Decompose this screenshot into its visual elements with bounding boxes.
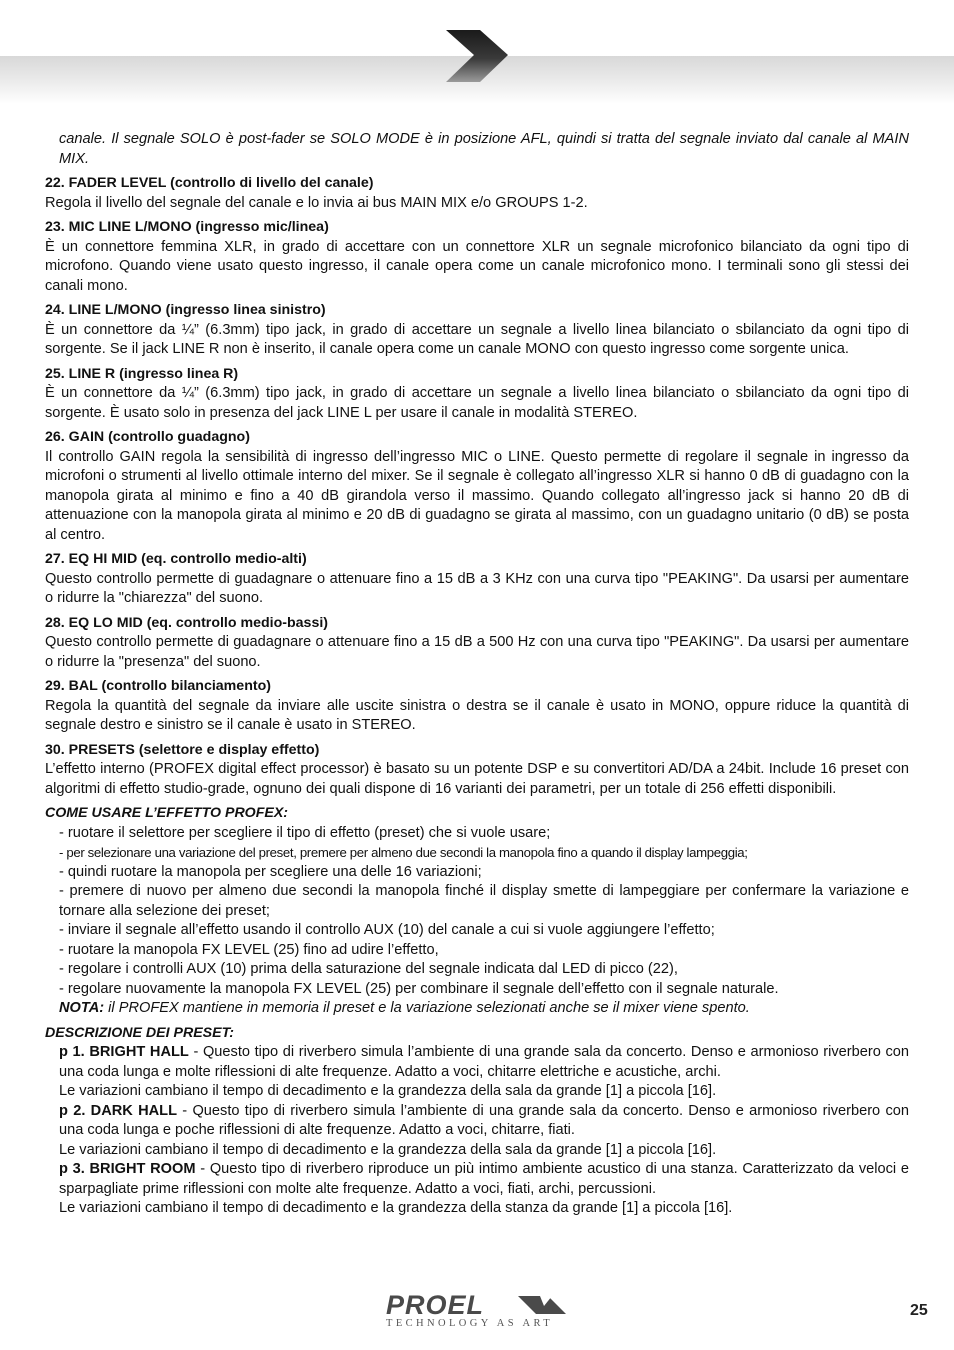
preset-name: p 2. DARK HALL [59, 1102, 178, 1119]
section-title: 29. BAL (controllo bilanciamento) [45, 678, 271, 694]
section-text: Questo controllo permette di guadagnare o attenuare fino a 15 dB a 3 KHz con una curva tipo "PEAKING". Da usarsi per aumentare o ridurre la "chiarezza" del suono. [45, 570, 909, 606]
section-text: È un connettore femmina XLR, in grado di accettare con un connettore XLR un segnale microfonico bilanciato da ogni tipo di microfono. Quando viene usato questo ingresso, il canale opera come un canale microfonico mono. I terminali sono gli stessi dei canali mono. [45, 238, 909, 294]
presets-title: DESCRIZIONE DEI PRESET: [45, 1024, 234, 1041]
note-text: il PROFEX mantiene in memoria il preset e la variazione selezionati anche se il mixer viene spento. [104, 1000, 750, 1016]
chevron-arrow-icon [442, 28, 512, 84]
section-title: 27. EQ HI MID (eq. controllo medio-alti) [45, 551, 307, 567]
howto-step: - regolare i controlli AUX (10) prima della saturazione del segnale indicata dal LED di picco (22), [59, 961, 678, 977]
preset-entry [45, 1102, 909, 1141]
section-title: 28. EQ LO MID (eq. controllo medio-bassi) [45, 614, 328, 631]
logo-chevron-icon [518, 1294, 568, 1316]
howto-step: - per selezionare una variazione del preset, premere per almeno due secondi la manopola fino a quando il display lampeggia; [59, 845, 748, 860]
section-title: 30. PRESETS (selettore e display effetto) [45, 741, 320, 758]
section-text: Regola la quantità del segnale da inviare alle uscite sinistra o destra se il canale è usato in MONO, oppure riduce la quantità di segnale destro e sinistro se il canale è usato in STEREO. [45, 697, 909, 733]
section-text: È un connettore da ¼” (6.3mm) tipo jack, in grado di accettare un segnale a livello linea bilanciato o sbilanciato da ogni tipo di sorgente. Se il jack LINE R non è inserito, il canale opera come un canale MONO con questo ingresso come sorgente unica. [45, 321, 909, 357]
howto-title: COME USARE L’EFFETTO PROFEX: [45, 805, 289, 821]
intro-paragraph: canale. Il segnale SOLO è post-fader se SOLO MODE è in posizione AFL, quindi si tratta del segnale inviato dal canale al MAIN MIX. [59, 131, 909, 167]
preset-variations: Le variazioni cambiano il tempo di decadimento e la grandezza della stanza da grande [1] a piccola [16]. [59, 1200, 733, 1216]
preset-variations: Le variazioni cambiano il tempo di decadimento e la grandezza della sala da grande [1] a piccola [16]. [59, 1083, 717, 1099]
howto-step: - quindi ruotare la manopola per scegliere una delle 16 variazioni; [59, 863, 482, 880]
preset-entry [45, 1043, 909, 1082]
section-title: 22. FADER LEVEL (controllo di livello del canale) [45, 175, 374, 191]
preset-desc: - Questo tipo di riverbero simula l’ambiente di una grande sala da concerto. Denso e armonioso riverbero con una coda lunga e poche riflessioni di alte frequenze. Adatto a voci, chitarre, fiati. [59, 1102, 909, 1138]
preset-name: p 3. BRIGHT ROOM [59, 1161, 196, 1177]
section-text: L’effetto interno (PROFEX digital effect processor) è basato su un potente DSP e su convertitori AD/DA a 24bit. Include 16 preset con algoritmi di effetto studio-grade, ognuno dei quali dispone di 16 varianti dei parametri, per un totale di 256 effetti disponibili. [45, 761, 909, 797]
section-title: 25. LINE R (ingresso linea R) [45, 365, 239, 382]
section-text: Regola il livello del segnale del canale e lo invia ai bus MAIN MIX e/o GROUPS 1-2. [45, 194, 588, 211]
section-title: 23. MIC LINE L/MONO (ingresso mic/linea) [45, 219, 329, 235]
howto-step: - ruotare il selettore per scegliere il tipo di effetto (preset) che si vuole usare; [59, 824, 551, 841]
section-text: Questo controllo permette di guadagnare o attenuare fino a 15 dB a 500 Hz con una curva tipo "PEAKING". Da usarsi per aumentare o ridurre la "presenza" del suono. [45, 634, 909, 670]
preset-entry [45, 1160, 909, 1199]
howto-note [45, 999, 909, 1019]
preset-name: p 1. BRIGHT HALL [59, 1044, 189, 1060]
logo-tagline: TECHNOLOGY AS ART [386, 1318, 554, 1329]
section-text: Il controllo GAIN regola la sensibilità di ingresso dell’ingresso MIC o LINE. Questo permette di regolare il segnale in ingresso da microfoni o strumenti al livello ottimale interno del mixer. Se il segnale è collegato all’ingresso XLR si hanno 0 dB di guadagno con la manopola girata al minimo e fino a 40 dB girandola verso il massimo. Quando collegato all’ingresso jack si hanno 20 dB di attenuazione con la manopola girata al minimo e 20 dB di guadagno se girata al massimo, con un guadagno unitario (0 dB) se posta al centro. [45, 448, 909, 543]
document-body [45, 130, 909, 1219]
section-title: 24. LINE L/MONO (ingresso linea sinistro) [45, 302, 326, 318]
howto-step: - premere di nuovo per almeno due secondi la manopola finché il display smette di lampeggiare per confermare la variazione e tornare alla selezione dei preset; [59, 883, 909, 919]
section-text: È un connettore da ¼” (6.3mm) tipo jack, in grado di accettare un segnale a livello linea bilanciato o sbilanciato da ogni tipo di sorgente. È usato solo in presenza del jack LINE L per usare il canale in modalità STEREO. [45, 385, 909, 421]
note-label: NOTA: [59, 1000, 105, 1016]
howto-step: - ruotare la manopola FX LEVEL (25) fino ad udire l’effetto, [59, 941, 439, 958]
preset-desc: - Questo tipo di riverbero simula l’ambiente di una grande sala da concerto. Denso e armonioso riverbero con una coda lunga e molte riflessioni di alte frequenze. Adatto a voci, chitarre elettriche e acustiche, archi. [59, 1044, 909, 1080]
howto-step: - regolare nuovamente la manopola FX LEVEL (25) per combinare il segnale dell’effetto con il segnale naturale. [59, 980, 779, 997]
section-title: 26. GAIN (controllo guadagno) [45, 429, 250, 445]
preset-variations: Le variazioni cambiano il tempo di decadimento e la grandezza della sala da grande [1] a piccola [16]. [59, 1141, 717, 1158]
preset-desc: - Questo tipo di riverbero riproduce un più intimo ambiente acustico di una stanza. Caratterizzato da veloci e sparpagliate prime riflessioni con molte alte frequenze. Adatto a voci, fiati, archi, percussioni. [59, 1161, 909, 1197]
proel-logo [386, 1290, 572, 1329]
page-number: 25 [910, 1302, 928, 1319]
howto-step: - inviare il segnale all’effetto usando il controllo AUX (10) del canale a cui si vuole aggiungere l’effetto; [59, 922, 715, 938]
logo-wordmark: PROEL [386, 1290, 485, 1320]
